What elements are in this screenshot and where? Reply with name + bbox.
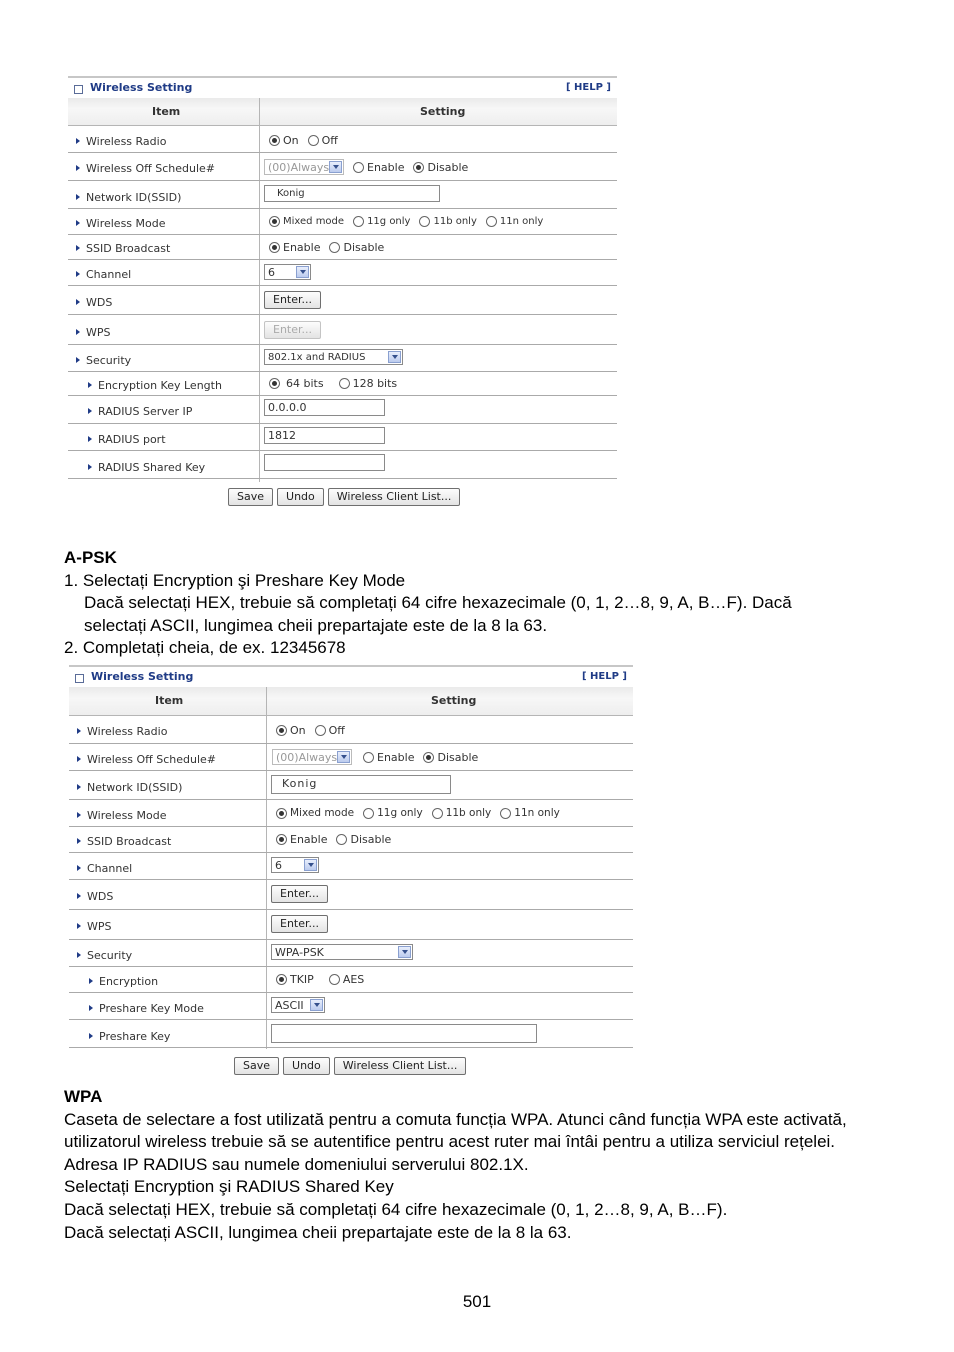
row-label: Wireless Radio (76, 135, 166, 148)
row-label: WDS (77, 890, 113, 903)
section-heading-wpa: WPA (64, 1087, 103, 1106)
radio-11n-only[interactable] (486, 216, 497, 227)
radio-schedule-enable[interactable] (353, 162, 364, 173)
chevron-down-icon (296, 266, 309, 278)
row-security (68, 345, 617, 372)
radio-64-bits[interactable] (269, 378, 280, 389)
row-label: Channel (77, 862, 132, 875)
radio-group-ssid-broadcast: Enable Disable (269, 241, 390, 254)
chevron-down-icon (398, 946, 411, 958)
preshare-key-input[interactable] (271, 1024, 537, 1043)
row-radius-server-ip (68, 396, 617, 424)
wds-enter-button[interactable]: Enter... (271, 885, 328, 903)
row-label: Wireless Off Schedule# (77, 753, 216, 766)
save-button[interactable]: Save (228, 488, 273, 506)
radio-broadcast-disable[interactable] (336, 834, 347, 845)
row-network-id (68, 181, 617, 209)
panel-title: Wireless Setting (90, 81, 193, 94)
radius-port-input[interactable]: 1812 (264, 427, 385, 444)
wireless-client-list-button[interactable]: Wireless Client List... (328, 488, 461, 506)
row-label: Wireless Off Schedule# (76, 162, 215, 175)
radio-broadcast-enable[interactable] (269, 242, 280, 253)
radio-11n-only[interactable] (500, 808, 511, 819)
row-wds (68, 286, 617, 315)
radio-11b-only[interactable] (419, 216, 430, 227)
radio-group-ssid-broadcast: Enable Disable (276, 833, 397, 846)
radius-server-ip-input[interactable]: 0.0.0.0 (264, 399, 385, 416)
undo-button[interactable]: Undo (277, 488, 324, 506)
radio-on[interactable] (276, 725, 287, 736)
row-label: WPS (76, 326, 111, 339)
radio-group-wireless-radio: On Off (276, 724, 351, 737)
row-label: Wireless Mode (77, 809, 167, 822)
radio-11g-only[interactable] (363, 808, 374, 819)
row-wireless-radio (68, 126, 617, 153)
column-header-setting: Setting (431, 694, 477, 707)
wpa-line-1: Caseta de selectare a fost utilizată pentru a comuta funcția WPA. Atunci când funcția WPA este activată, (64, 1109, 847, 1129)
wps-enter-button[interactable]: Enter... (264, 321, 321, 339)
radio-schedule-disable[interactable] (413, 162, 424, 173)
panel-actions (228, 488, 460, 506)
radio-mixed-mode[interactable] (276, 808, 287, 819)
radio-128-bits[interactable] (339, 378, 350, 389)
row-label: Security (77, 949, 132, 962)
wireless-setting-panel-2 (69, 665, 633, 1083)
chevron-down-icon (388, 351, 401, 363)
column-header-item: Item (155, 694, 184, 707)
row-radius-port (68, 424, 617, 451)
schedule-select[interactable]: (00)Always (272, 749, 352, 765)
chevron-down-icon (329, 161, 342, 173)
radio-aes[interactable] (329, 974, 340, 985)
wireless-setting-panel-1 (68, 76, 617, 510)
row-label: SSID Broadcast (76, 242, 170, 255)
panel-actions (234, 1057, 466, 1075)
row-label: Wireless Radio (77, 725, 167, 738)
table-header (68, 98, 617, 126)
radio-on[interactable] (269, 135, 280, 146)
channel-select[interactable]: 6 (271, 857, 319, 873)
table-header (69, 687, 633, 716)
radio-tkip[interactable] (276, 974, 287, 985)
radio-11g-only[interactable] (353, 216, 364, 227)
radio-group-wireless-mode: Mixed mode 11g only 11b only 11n only (276, 807, 566, 819)
radio-group-encryption: TKIP AES (276, 973, 370, 986)
apsk-line-1: 1. Selectați Encryption şi Preshare Key Mode (64, 570, 406, 590)
row-wps (68, 315, 617, 345)
row-label: Network ID(SSID) (76, 191, 181, 204)
chevron-down-icon (310, 999, 323, 1011)
security-select[interactable]: WPA-PSK (271, 944, 413, 960)
undo-button[interactable]: Undo (283, 1057, 330, 1075)
row-wds (69, 880, 633, 910)
wpa-line-6: Dacă selectați ASCII, lungimea cheii prepartajate este de la 8 la 63. (64, 1222, 572, 1242)
apsk-line-3: selectați ASCII, lungimea cheii prepartajate este de la 8 la 63. (84, 615, 548, 635)
radio-group-wireless-radio: On Off (269, 134, 344, 147)
row-label: Preshare Key Mode (89, 1002, 204, 1015)
wds-enter-button[interactable]: Enter... (264, 291, 321, 309)
radio-group-key-length: 64 bits 128 bits (269, 377, 403, 390)
wpa-line-5: Dacă selectați HEX, trebuie să completați 64 cifre hexazecimale (0, 1, 2…8, 9, A, B…F). (64, 1199, 728, 1219)
help-link[interactable]: [ HELP ] (581, 671, 627, 682)
schedule-controls: (00)Always Enable Disable (272, 749, 484, 765)
row-wireless-off-schedule (68, 153, 617, 181)
radius-shared-key-input[interactable] (264, 454, 385, 471)
schedule-select[interactable]: (00)Always (264, 159, 344, 175)
row-label: Network ID(SSID) (77, 781, 182, 794)
panel-title-icon (74, 85, 83, 94)
schedule-controls: (00)Always Enable Disable (264, 159, 474, 175)
row-encryption-key-length (68, 372, 617, 396)
row-label: RADIUS Server IP (88, 405, 192, 418)
row-label: Encryption Key Length (88, 379, 222, 392)
chevron-down-icon (337, 751, 350, 763)
radio-11b-only[interactable] (432, 808, 443, 819)
wps-enter-button[interactable]: Enter... (271, 915, 328, 933)
channel-select[interactable]: 6 (264, 264, 311, 280)
row-wireless-radio (69, 716, 633, 744)
section-heading-apsk: A-PSK (64, 548, 117, 567)
radio-off[interactable] (308, 135, 319, 146)
ssid-input[interactable]: Konig (271, 775, 451, 794)
radio-off[interactable] (315, 725, 326, 736)
radio-mixed-mode[interactable] (269, 216, 280, 227)
panel-title-bar (69, 665, 633, 689)
preshare-key-mode-select[interactable]: ASCII (271, 997, 325, 1013)
row-wireless-off-schedule (69, 744, 633, 771)
radio-schedule-enable[interactable] (363, 752, 374, 763)
row-label: Channel (76, 268, 131, 281)
section-wpa (64, 1086, 847, 1244)
column-header-item: Item (152, 105, 181, 118)
row-label: Preshare Key (89, 1030, 170, 1043)
chevron-down-icon (304, 859, 317, 871)
page-number: 501 (462, 1292, 492, 1311)
row-label: WDS (76, 296, 112, 309)
row-radius-shared-key (68, 451, 617, 479)
row-channel (68, 260, 617, 286)
radio-broadcast-disable[interactable] (329, 242, 340, 253)
row-label: Wireless Mode (76, 217, 166, 230)
radio-schedule-disable[interactable] (423, 752, 434, 763)
row-wireless-mode (68, 209, 617, 235)
radio-broadcast-enable[interactable] (276, 834, 287, 845)
row-label: WPS (77, 920, 112, 933)
section-apsk (64, 547, 792, 660)
wireless-client-list-button[interactable]: Wireless Client List... (334, 1057, 467, 1075)
row-encryption (69, 967, 633, 993)
row-security (69, 940, 633, 967)
row-network-id (69, 771, 633, 800)
wpa-line-4: Selectați Encryption şi RADIUS Shared Key (64, 1177, 394, 1197)
row-channel (69, 853, 633, 880)
apsk-line-2: Dacă selectați HEX, trebuie să completați 64 cifre hexazecimale (0, 1, 2…8, 9, A, B…F). Dacă (84, 593, 792, 613)
wpa-line-2: utilizatorul wireless trebuie să se autentifice pentru acest ruter mai întâi pentru a utiliza serviciul rețelei. (64, 1132, 836, 1152)
panel-title-bar (68, 76, 617, 100)
column-header-setting: Setting (420, 105, 466, 118)
wpa-line-3: Adresa IP RADIUS sau numele domeniului serverului 802.1X. (64, 1154, 529, 1174)
save-button[interactable]: Save (234, 1057, 279, 1075)
apsk-line-4: 2. Completați cheia, de ex. 12345678 (64, 638, 346, 658)
radio-group-wireless-mode: Mixed mode 11g only 11b only 11n only (269, 216, 549, 227)
row-ssid-broadcast (68, 235, 617, 260)
row-wireless-mode (69, 800, 633, 827)
row-label: SSID Broadcast (77, 835, 171, 848)
row-label: Security (76, 354, 131, 367)
row-wps (69, 910, 633, 940)
help-link[interactable]: [ HELP ] (565, 82, 611, 93)
panel-title: Wireless Setting (91, 670, 194, 683)
row-label: RADIUS Shared Key (88, 461, 205, 474)
row-preshare-key (69, 1020, 633, 1048)
row-label: RADIUS port (88, 433, 166, 446)
row-preshare-key-mode (69, 993, 633, 1020)
row-label: Encryption (89, 975, 158, 988)
panel-title-icon (75, 674, 84, 683)
row-ssid-broadcast (69, 827, 633, 853)
security-select[interactable]: 802.1x and RADIUS (264, 349, 403, 365)
ssid-input[interactable]: Konig (264, 185, 440, 202)
